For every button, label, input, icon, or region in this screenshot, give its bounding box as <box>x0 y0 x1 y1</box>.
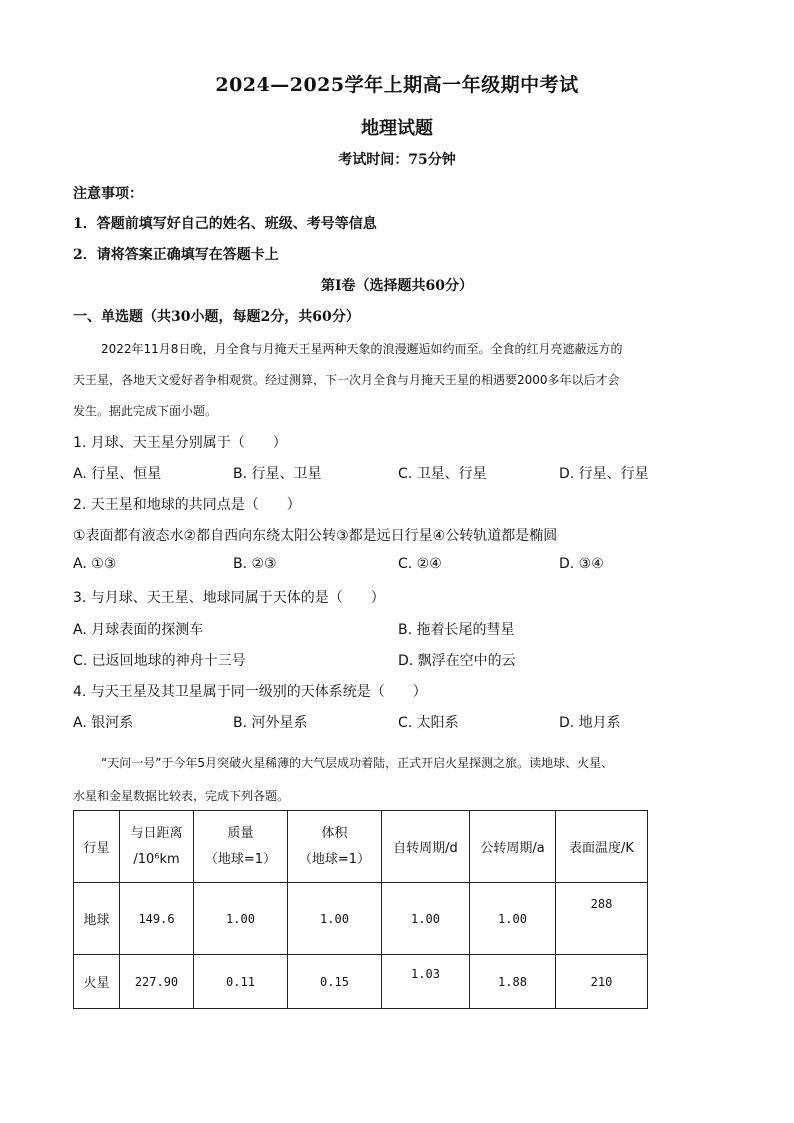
header-cell: 自转周期/d <box>382 811 470 883</box>
question-stem: 1. 月球、天王星分别属于（ ） <box>73 435 287 451</box>
header-cell: 行星 <box>74 811 120 883</box>
option-b[interactable]: B. ②③ <box>233 556 277 572</box>
header-cell: 体积 （地球=1） <box>288 811 382 883</box>
header-cell: 与日距离 /10⁶km <box>120 811 194 883</box>
table-row <box>74 955 648 1009</box>
table-cell: 地球 <box>74 883 120 955</box>
passage-line: 发生。据此完成下面小题。 <box>73 404 218 418</box>
table-cell: 288 <box>556 883 648 955</box>
option-c[interactable]: C. ②④ <box>398 556 442 572</box>
planet-data-table <box>73 810 648 1009</box>
notice-heading: 注意事项： <box>73 186 143 202</box>
exam-time: 考试时间：75分钟 <box>338 152 456 168</box>
exam-title: 2024—2025学年上期高一年级期中考试 <box>215 74 579 96</box>
header-cell: 表面温度/K <box>556 811 648 883</box>
option-a[interactable]: A. ①③ <box>73 556 117 572</box>
table-cell: 1.00 <box>382 883 470 955</box>
table-cell: 1.88 <box>470 955 556 1009</box>
option-b[interactable]: B. 河外星系 <box>233 715 308 731</box>
table-cell: 火星 <box>74 955 120 1009</box>
option-a[interactable]: A. 月球表面的探测车 <box>73 622 204 638</box>
part-title: 一、单选题（共30小题，每题2分，共60分） <box>73 309 360 325</box>
question-stem: 2. 天王星和地球的共同点是（ ） <box>73 497 301 513</box>
question-statements: ①表面都有液态水②都自西向东绕太阳公转③都是远日行星④公转轨道都是椭圆 <box>73 528 558 544</box>
header-cell: 公转周期/a <box>470 811 556 883</box>
table-cell: 0.15 <box>288 955 382 1009</box>
option-b[interactable]: B. 拖着长尾的彗星 <box>398 622 515 638</box>
table-cell: 1.00 <box>470 883 556 955</box>
subject-title: 地理试题 <box>361 118 433 139</box>
option-d[interactable]: D. 行星、行星 <box>559 466 649 482</box>
option-c[interactable]: C. 卫星、行星 <box>398 466 487 482</box>
option-b[interactable]: B. 行星、卫星 <box>233 466 322 482</box>
table-cell: 1.03 <box>382 955 470 1009</box>
passage-line: 2022年11月8日晚，月全食与月掩天王星两种天象的浪漫邂逅如约而至。全食的红月亮遮蔽远方的 <box>101 342 623 356</box>
option-d[interactable]: D. 飘浮在空中的云 <box>398 653 516 669</box>
notice-item: 2．请将答案正确填写在答题卡上 <box>73 247 279 263</box>
option-c[interactable]: C. 已返回地球的神舟十三号 <box>73 653 246 669</box>
table-row <box>74 883 648 955</box>
option-a[interactable]: A. 行星、恒星 <box>73 466 162 482</box>
table-cell: 210 <box>556 955 648 1009</box>
table-header-row <box>74 811 648 883</box>
passage-line: 天王星，各地天文爱好者争相观赏。经过测算，下一次月全食与月掩天王星的相遇要2000多年以后才会 <box>73 373 620 387</box>
option-c[interactable]: C. 太阳系 <box>398 715 459 731</box>
question-stem: 3. 与月球、天王星、地球同属于天体的是（ ） <box>73 590 385 606</box>
volume-title: 第Ⅰ卷（选择题共60分） <box>320 278 474 294</box>
notice-item: 1．答题前填写好自己的姓名、班级、考号等信息 <box>73 216 377 232</box>
table-cell: 149.6 <box>120 883 194 955</box>
question-stem: 4. 与天王星及其卫星属于同一级别的天体系统是（ ） <box>73 684 427 700</box>
table-cell: 1.00 <box>288 883 382 955</box>
passage-line: “天问一号”于今年5月突破火星稀薄的大气层成功着陆，正式开启火星探测之旅。读地球、火星、 <box>101 756 614 770</box>
header-cell: 质量 （地球=1） <box>194 811 288 883</box>
table-cell: 1.00 <box>194 883 288 955</box>
passage-line: 水星和金星数据比较表，完成下列各题。 <box>73 789 290 803</box>
option-a[interactable]: A. 银河系 <box>73 715 134 731</box>
option-d[interactable]: D. 地月系 <box>559 715 621 731</box>
option-d[interactable]: D. ③④ <box>559 556 604 572</box>
table-cell: 0.11 <box>194 955 288 1009</box>
table-cell: 227.90 <box>120 955 194 1009</box>
